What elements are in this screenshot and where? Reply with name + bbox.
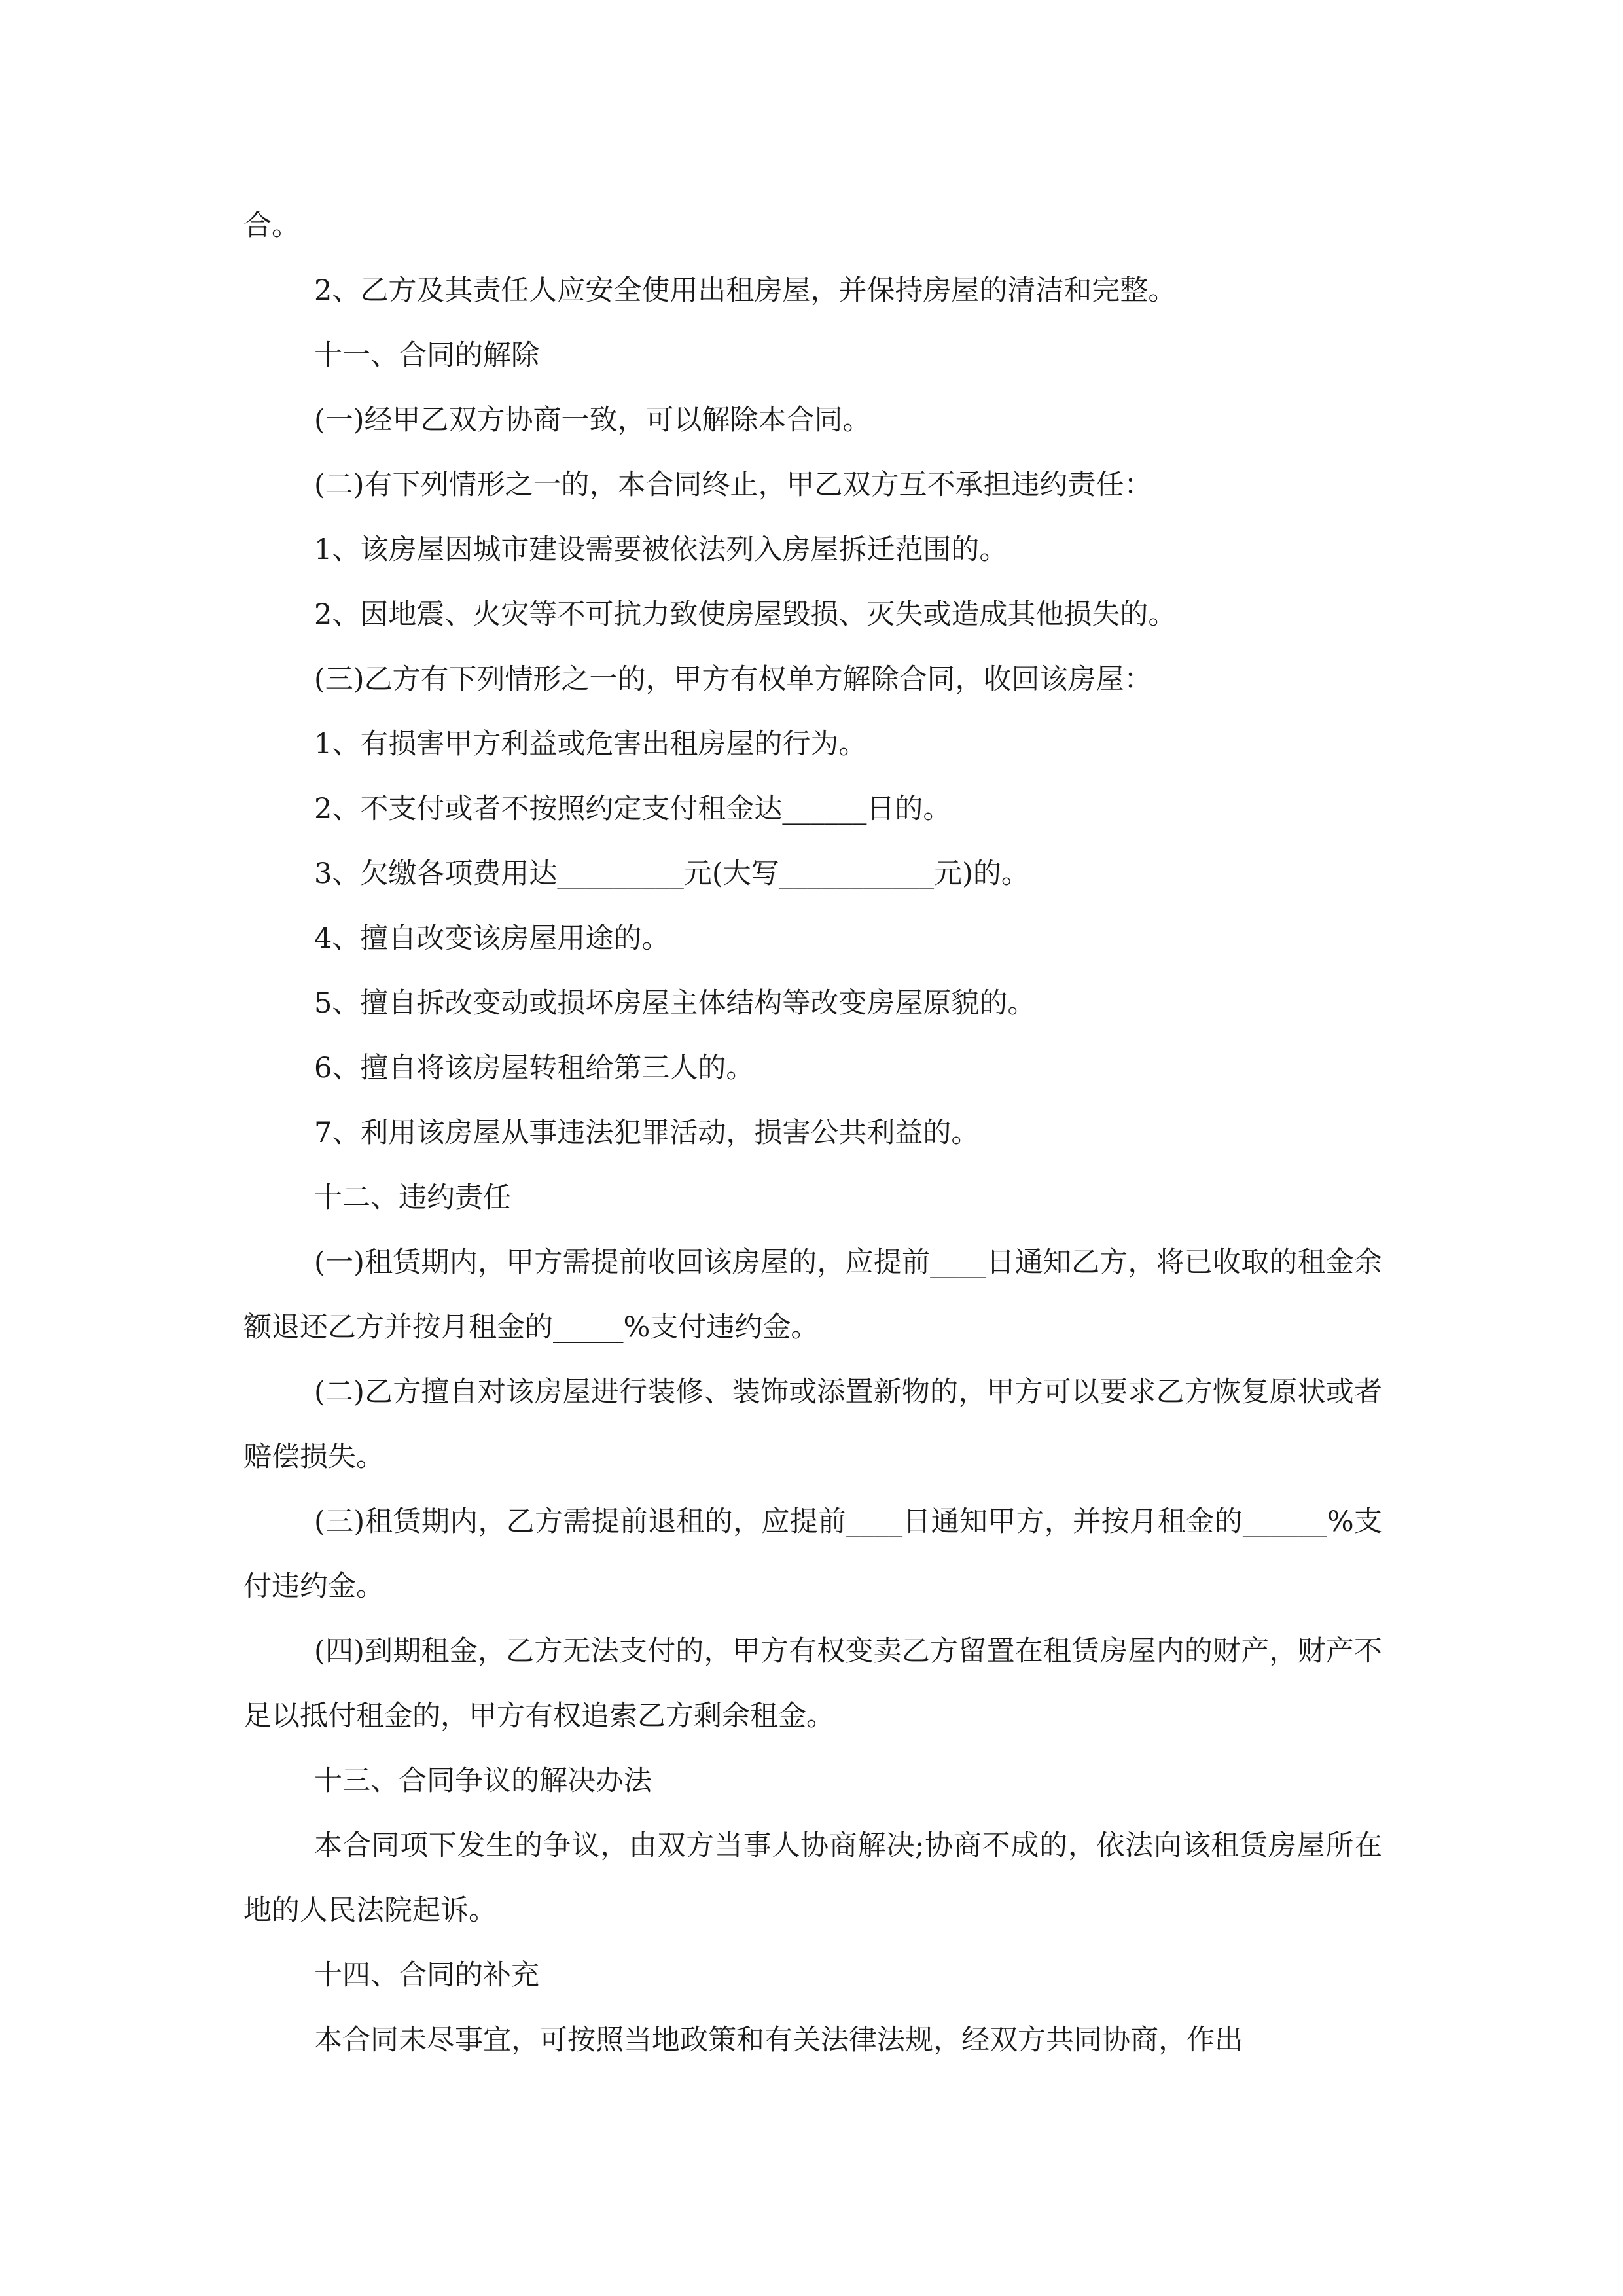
clause-contract-ends: (二)有下列情形之一的，本合同终止，甲乙双方互不承担违约责任： [314,469,1152,501]
section-heading-termination: 十一、合同的解除 [314,339,539,372]
clause-mutual-termination: (一)经甲乙双方协商一致，可以解除本合同。 [314,404,871,437]
clause-supplement: 本合同未尽事宜，可按照当地政策和有关法律法规，经双方共同协商，作出 [314,2024,1243,2056]
list-item-demolition: 1、该房屋因城市建设需要被依法列入房屋拆迁范围的。 [314,533,1008,566]
section-heading-disputes: 十三、合同争议的解决办法 [314,1765,652,1797]
list-item-structural-damage: 5、擅自拆改变动或损坏房屋主体结构等改变房屋原貌的。 [314,987,1036,1020]
list-item-unpaid-fees: 3、欠缴各项费用达_________元(大写___________元)的。 [314,857,1029,890]
clause-dispute-resolution: 本合同项下发生的争议，由双方当事人协商解决;协商不成的，依法向该租赁房屋所在地的人民法院起诉。 [243,1829,1382,1927]
clause-tenant-early-exit: (三)租赁期内，乙方需提前退租的，应提前____日通知甲方，并按月租金的______%支付违约金。 [243,1505,1382,1603]
clause-tenant-safe-use: 2、乙方及其责任人应安全使用出租房屋，并保持房屋的清洁和完整。 [314,274,1177,307]
list-item-force-majeure: 2、因地震、火灾等不可抗力致使房屋毁损、灭失或造成其他损失的。 [314,598,1177,631]
list-item-change-use: 4、擅自改变该房屋用途的。 [314,922,670,955]
section-heading-liability: 十二、违约责任 [314,1181,511,1214]
list-item-sublet: 6、擅自将该房屋转租给第三人的。 [314,1052,755,1085]
list-item-illegal-activity: 7、利用该房屋从事违法犯罪活动，损害公共利益的。 [314,1117,980,1149]
list-item-unpaid-rent: 2、不支付或者不按照约定支付租金达______日的。 [314,793,952,825]
section-heading-supplement: 十四、合同的补充 [314,1959,539,1992]
clause-landlord-early-recovery: (一)租赁期内，甲方需提前收回该房屋的，应提前____日通知乙方，将已收取的租金余额退还乙方并按月租金的_____%支付违约金。 [243,1246,1382,1344]
clause-landlord-termination: (三)乙方有下列情形之一的，甲方有权单方解除合同，收回该房屋： [314,663,1152,696]
clause-overdue-rent: (四)到期租金，乙方无法支付的，甲方有权变卖乙方留置在租赁房屋内的财产，财产不足以抵付租金的，甲方有权追索乙方剩余租金。 [243,1635,1382,1732]
contract-body-text [243,194,1382,2073]
paragraph-continuation: 合。 [243,209,300,242]
list-item-harm-landlord: 1、有损害甲方利益或危害出租房屋的行为。 [314,728,867,761]
clause-unauthorized-renovation: (二)乙方擅自对该房屋进行装修、装饰或添置新物的，甲方可以要求乙方恢复原状或者赔偿损失。 [243,1376,1382,1473]
